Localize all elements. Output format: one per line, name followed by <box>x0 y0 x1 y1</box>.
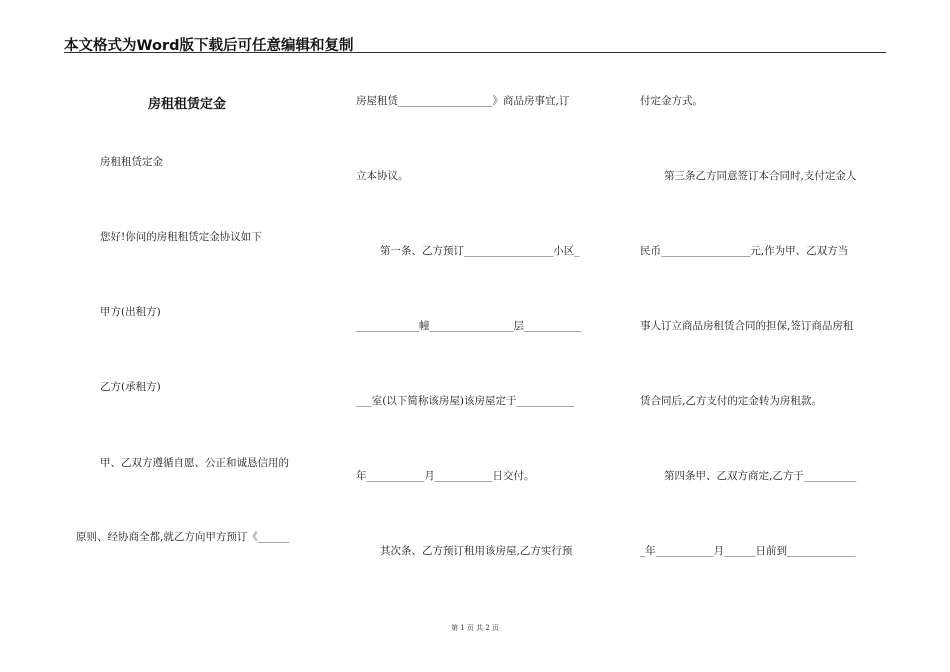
column2-line-7: 其次条、乙方预订租用该房屋,乙方实行预 <box>380 545 573 557</box>
page-indicator: 第 1 页 共 2 页 <box>450 624 500 632</box>
column2-line-2: 立本协议。 <box>356 170 409 182</box>
text-column-2 <box>356 0 606 672</box>
column2-line-5: ___室(以下简称该房屋)该房屋定于___________ <box>356 395 575 407</box>
column1-line-1: 房租租赁定金 <box>100 156 163 168</box>
column3-line-3: 民币_________________元,作为甲、乙双方当 <box>640 245 849 257</box>
column1-line-3: 甲方(出租方) <box>100 306 161 318</box>
column3-line-7: _年___________月______日前到_____________ <box>640 545 856 557</box>
column3-line-5: 赁合同后,乙方支付的定金转为房租款。 <box>640 395 822 407</box>
document-header: 本文格式为Word版下载后可任意编辑和复制 <box>64 38 354 54</box>
document-title: 房租租赁定金 <box>148 97 227 112</box>
column1-line-6: 原则、经协商全都,就乙方向甲方预订《______ <box>76 531 290 543</box>
column3-line-6: 第四条甲、乙双方商定,乙方于__________ <box>664 470 857 482</box>
text-column-1 <box>64 0 336 672</box>
column1-line-4: 乙方(承租方) <box>100 381 161 393</box>
text-column-3 <box>640 0 888 672</box>
column2-line-1: 房屋租赁__________________》商品房事宜,订 <box>356 95 570 107</box>
column1-line-2: 您好!你问的房租租赁定金协议如下 <box>100 231 262 243</box>
column2-line-4: ____________幢________________层___________ <box>356 320 582 332</box>
column3-line-4: 事人订立商品房租赁合同的担保,签订商品房租 <box>640 320 854 332</box>
column2-line-6: 年___________月___________日交付。 <box>356 470 535 482</box>
column2-line-3: 第一条、乙方预订_________________小区_ <box>380 245 580 257</box>
column1-line-5: 甲、乙双方遵循自愿、公正和诚恳信用的 <box>100 457 289 469</box>
column3-line-1: 付定金方式。 <box>640 95 703 107</box>
column3-line-2: 第三条乙方同意签订本合同时,支付定金人 <box>664 170 857 182</box>
